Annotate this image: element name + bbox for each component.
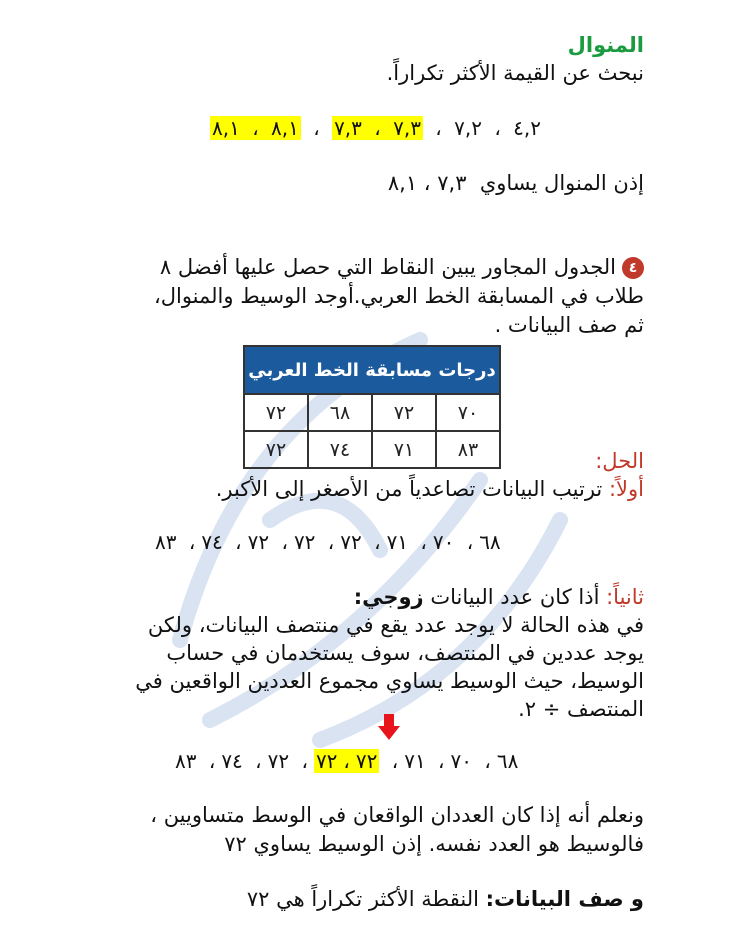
mode-heading: المنوال (567, 33, 644, 57)
paragraph-1-line-2: يوجد عددين في المنتصف، سوف يستخدمان في حساب (166, 641, 644, 665)
paragraph-1-line-4: المنتصف ÷ ٢. (518, 697, 644, 721)
paragraph-1-line-3: الوسيط، حيث الوسيط يساوي مجموع العددين الواقعين في (135, 669, 644, 693)
table-row: ٧٠ ٧٢ ٦٨ ٧٢ (244, 394, 500, 431)
sequence-3: ٦٨، ٧٠، ٧١، ٧٢ ، ٧٢، ٧٢، ٧٤، ٨٣ (175, 749, 519, 773)
question-line-1: ٤الجدول المجاور يبين النقاط التي حصل عليها أفضل ٨ (160, 252, 644, 282)
second-step: ثانياً: أذا كان عدد البيانات زوجي: (353, 585, 644, 609)
description-line: و صف البيانات: النقطة الأكثر تكراراً هي ٧٢ (246, 887, 644, 911)
paragraph-1-line-1: في هذه الحالة لا يوجد عدد يقع في منتصف البيانات، ولكن (147, 613, 644, 637)
table-title: درجات مسابقة الخط العربي (244, 346, 500, 394)
mode-result: إذن المنوال يساوي ٧,٣ ، ٨,١ (387, 171, 644, 195)
first-step: أولاً: ترتيب البيانات تصاعدياً من الأصغر إلى الأكبر. (215, 477, 644, 501)
paragraph-2-line-2: فالوسيط هو العدد نفسه. إذن الوسيط يساوي ٧٢ (224, 832, 644, 856)
sequence-1: ٤,٢ ، ٧,٢ ، ٧,٣ ، ٧,٣ ، ٨,١ ، ٨,١ (212, 116, 541, 140)
sequence-2: ٦٨، ٧٠، ٧١، ٧٢، ٧٢، ٧٢، ٧٤، ٨٣ (155, 530, 501, 554)
question-number-badge: ٤ (622, 257, 644, 279)
seq1-value-highlight: ٧,٣ ، ٧,٣ (334, 116, 421, 140)
question-line-3: ثم صف البيانات . (494, 313, 644, 337)
seq1-value-highlight: ٨,١ ، ٨,١ (212, 116, 299, 140)
solution-label: الحل: (595, 449, 644, 473)
middle-values-highlight: ٧٢ ، ٧٢ (315, 749, 378, 773)
table-row: ٨٣ ٧١ ٧٤ ٧٢ (244, 431, 500, 468)
mode-intro: نبحث عن القيمة الأكثر تكراراً. (386, 61, 644, 85)
scores-table (243, 345, 501, 469)
question-line-2: طلاب في المسابقة الخط العربي.أوجد الوسيط والمنوال، (153, 284, 644, 308)
paragraph-2-line-1: ونعلم أنه إذا كان العددان الواقعان في الوسط متساويين ، (150, 803, 644, 827)
seq1-value: ٧,٢ (454, 116, 482, 140)
seq1-value: ٤,٢ (513, 116, 541, 140)
down-arrow-icon (378, 714, 400, 740)
